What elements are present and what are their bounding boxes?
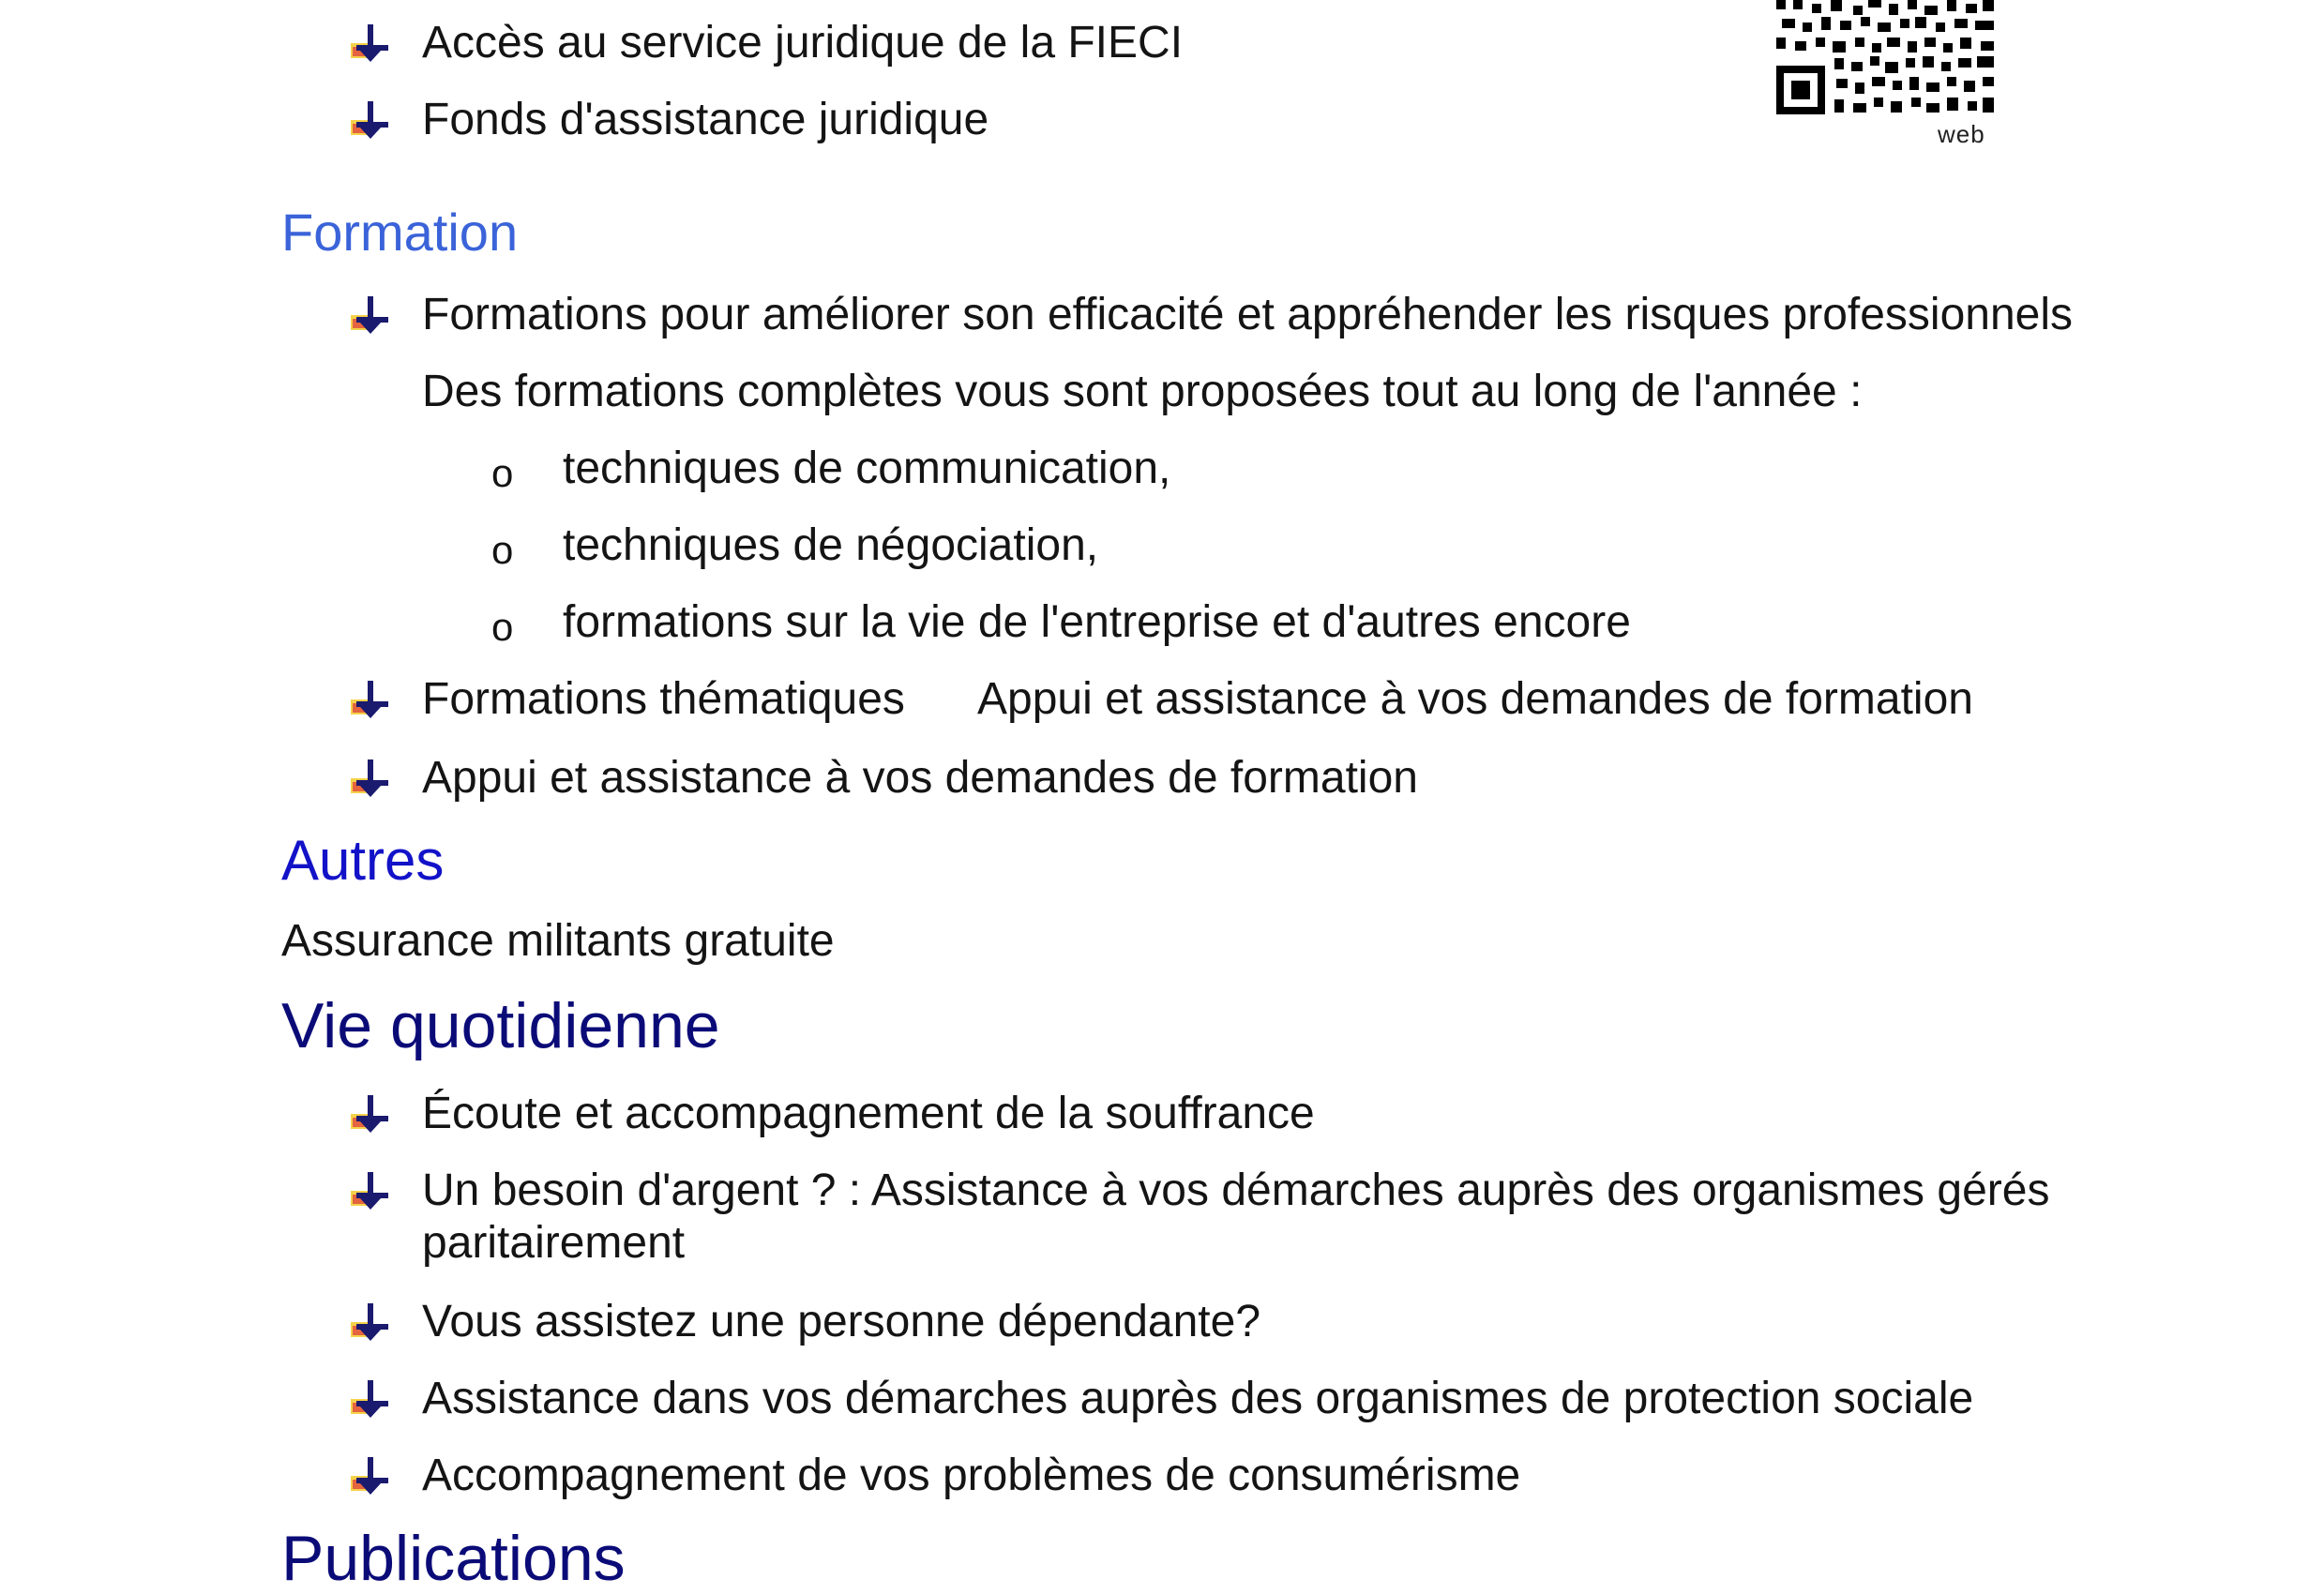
sub-list-item: techniques de communication, [563,444,1171,493]
arrow-down-bullet-icon [349,21,394,66]
paragraph: Assurance militants gratuite [281,916,835,966]
list-item: Vous assistez une personne dépendante? [422,1297,1261,1346]
section-title-publications: Publications [281,1523,626,1594]
list-item-continuation: paritairement [422,1218,686,1268]
sub-list-item: techniques de négociation, [563,520,1099,570]
list-item: Accompagnement de vos problèmes de consumérisme [422,1451,1521,1500]
circle-bullet-icon: o [491,605,514,649]
arrow-down-bullet-icon [349,1300,394,1345]
list-item: Fonds d'assistance juridique [422,95,989,144]
circle-bullet-icon: o [491,528,514,572]
list-item: Formations thématiques [422,674,905,724]
qr-code-icon [1774,0,1996,118]
circle-bullet-icon: o [491,451,514,495]
arrow-down-bullet-icon [349,677,394,722]
list-item: Écoute et accompagnement de la souffrance [422,1089,1315,1138]
list-item-subtext: Des formations complètes vous sont proposées tout au long de l'année : [422,367,1863,416]
section-title-formation: Formation [281,203,519,262]
list-item: Assistance dans vos démarches auprès des organismes de protection sociale [422,1374,1974,1423]
sub-list-item: formations sur la vie de l'entreprise et d'autres encore [563,597,1631,647]
arrow-down-bullet-icon [349,756,394,801]
arrow-down-bullet-icon [349,1453,394,1498]
arrow-down-bullet-icon [349,293,394,338]
arrow-down-bullet-icon [349,1376,394,1421]
list-item: Accès au service juridique de la FIECI [422,18,1184,68]
arrow-down-bullet-icon [349,98,394,143]
arrow-down-bullet-icon [349,1168,394,1213]
qr-label: web [1938,120,1985,148]
list-item: Un besoin d'argent ? : Assistance à vos démarches auprès des organismes gérés [422,1165,2050,1215]
list-item: Formations pour améliorer son efficacité et appréhender les risques professionnels [422,290,2074,339]
section-title-autres: Autres [281,829,445,892]
arrow-down-bullet-icon [349,1091,394,1136]
list-item: Appui et assistance à vos demandes de formation [422,753,1418,803]
section-title-vie-quotidienne: Vie quotidienne [281,990,720,1061]
list-item-continuation: Appui et assistance à vos demandes de formation [977,674,1973,724]
